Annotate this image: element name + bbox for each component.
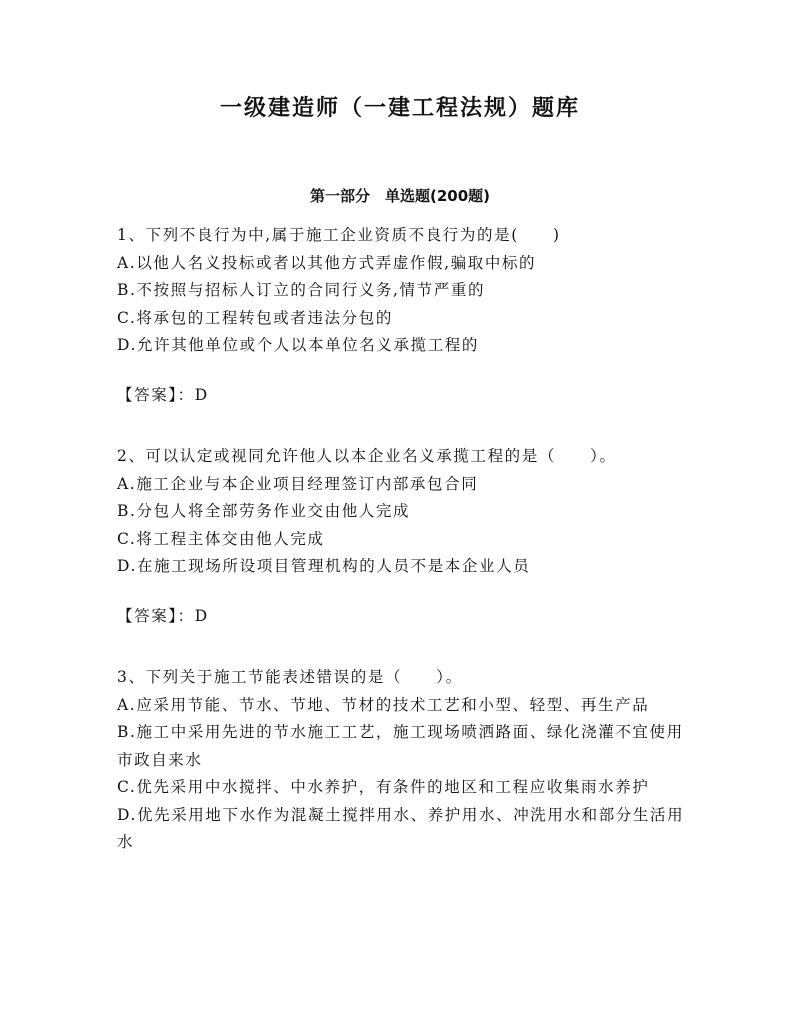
option-a: A.应采用节能、节水、节地、节材的技术工艺和小型、轻型、再生产品 <box>117 695 650 714</box>
option-d: D.优先采用地下水作为混凝土搅拌用水、养护用水、冲洗用水和部分生活用水 <box>117 805 685 851</box>
question-stem: 2、可以认定或视同允许他人以本企业名义承揽工程的是（ ）。 <box>117 447 617 465</box>
option-a: A.以他人名义投标或者以其他方式弄虚作假,骗取中标的 <box>117 253 537 272</box>
question-3 <box>117 664 687 857</box>
question-stem: 1、下列不良行为中,属于施工企业资质不良行为的是( ) <box>117 226 561 244</box>
answer-line: 【答案】：D <box>117 385 209 404</box>
option-b: B.分包人将全部劳务作业交由他人完成 <box>117 502 411 520</box>
document-title: 一级建造师（一建工程法规）题库 <box>219 95 580 121</box>
option-c: C.将工程主体交由他人完成 <box>117 529 325 548</box>
option-d: D.在施工现场所设项目管理机构的人员不是本企业人员 <box>117 557 531 575</box>
section-title: 第一部分 单选题(200题) <box>309 187 491 205</box>
option-a: A.施工企业与本企业项目经理签订内部承包合同 <box>117 474 479 493</box>
question-list <box>117 222 687 891</box>
option-d: D.允许其他单位或个人以本单位名义承揽工程的 <box>117 336 480 354</box>
answer-line: 【答案】：D <box>117 606 209 625</box>
question-stem: 3、下列关于施工节能表述错误的是（ ）。 <box>117 668 463 686</box>
option-c: C.优先采用中水搅拌、中水养护，有条件的地区和工程应收集雨水养护 <box>117 778 650 796</box>
question-1 <box>117 222 687 409</box>
option-b: B.不按照与招标人订立的合同行义务,情节严重的 <box>117 281 486 299</box>
option-b: B.施工中采用先进的节水施工工艺，施工现场喷洒路面、绿化浇灌不宜使用市政自来水 <box>117 723 684 769</box>
option-c: C.将承包的工程转包或者违法分包的 <box>117 308 393 327</box>
question-2 <box>117 443 687 630</box>
